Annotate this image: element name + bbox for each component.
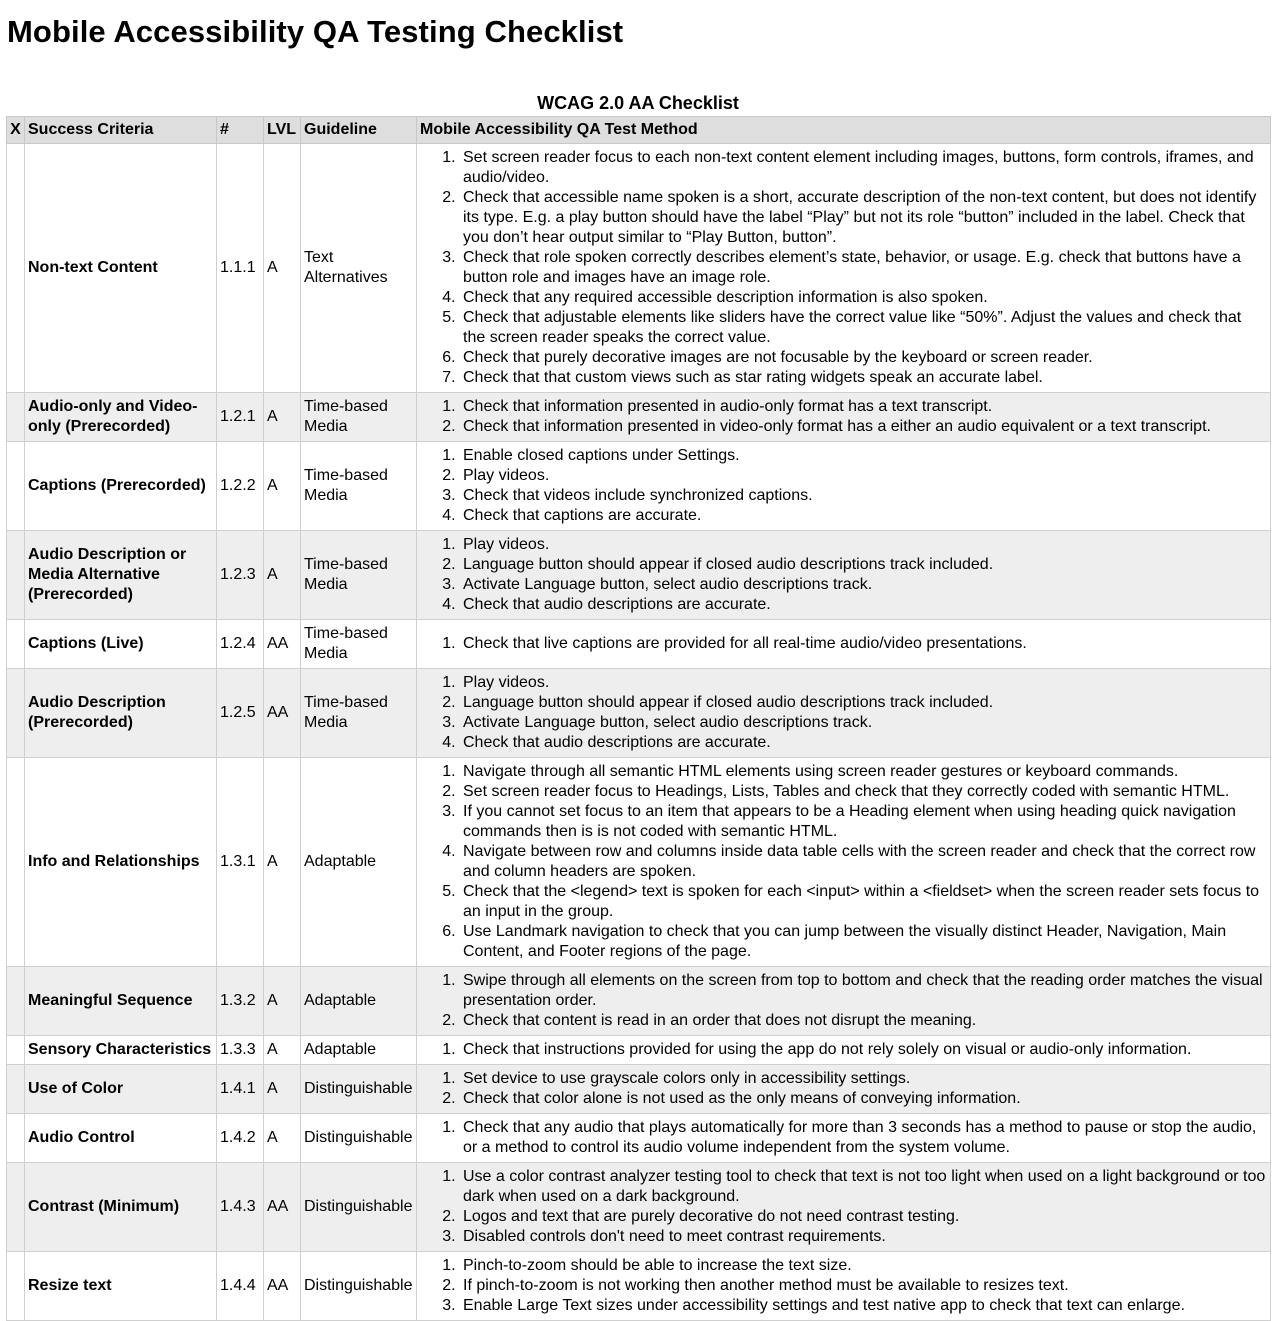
test-step: 2. If pinch-to-zoom is not working then another method must be available to resizes text. xyxy=(460,1276,1267,1296)
level-cell: A xyxy=(264,1114,301,1163)
test-step: 7. Check that that custom views such as star rating widgets speak an accurate label. xyxy=(460,368,1267,388)
table-caption: WCAG 2.0 AA Checklist xyxy=(537,93,739,113)
test-steps-list xyxy=(420,1167,1267,1247)
checkbox-cell[interactable] xyxy=(7,669,25,758)
test-method-cell xyxy=(417,1036,1271,1065)
test-step: 1. Check that any audio that plays automatically for more than 3 seconds has a method to pause or stop the audio, or a method to control its audio volume independent from the system volume. xyxy=(460,1118,1267,1158)
test-steps-list xyxy=(420,1069,1267,1109)
test-method-cell xyxy=(417,1163,1271,1252)
guideline-cell: Distinguishable xyxy=(301,1114,417,1163)
level-cell: A xyxy=(264,967,301,1036)
table-row xyxy=(7,393,1271,442)
test-step: 1. Play videos. xyxy=(460,535,1267,555)
table-row xyxy=(7,1065,1271,1114)
test-steps-list xyxy=(420,762,1267,962)
test-step: 6. Use Landmark navigation to check that you can jump between the visually distinct Header, Navigation, Main Content, and Footer regions of the page. xyxy=(460,922,1267,962)
success-criteria-cell: Audio Control xyxy=(25,1114,217,1163)
success-criteria-cell: Contrast (Minimum) xyxy=(25,1163,217,1252)
header-row xyxy=(7,117,1271,144)
criteria-number-cell: 1.2.2 xyxy=(217,442,264,531)
level-cell: A xyxy=(264,144,301,393)
test-method-cell xyxy=(417,1252,1271,1321)
test-method-cell xyxy=(417,967,1271,1036)
header-test-method: Mobile Accessibility QA Test Method xyxy=(417,117,1271,144)
guideline-cell: Distinguishable xyxy=(301,1065,417,1114)
criteria-number-cell: 1.2.1 xyxy=(217,393,264,442)
test-step: 3. If you cannot set focus to an item that appears to be a Heading element when using heading quick navigation commands then is is not coded with semantic HTML. xyxy=(460,802,1267,842)
test-steps-list xyxy=(420,535,1267,615)
test-method-cell xyxy=(417,531,1271,620)
table-row xyxy=(7,442,1271,531)
test-steps-list xyxy=(420,397,1267,437)
test-step: 2. Check that accessible name spoken is a short, accurate description of the non-text content, but does not identify its type. E.g. a play button should have the label “Play” but not its role “button” included in the label. Check that you don’t hear output similar to “Play Button, button”. xyxy=(460,188,1267,248)
table-row xyxy=(7,758,1271,967)
test-steps-list xyxy=(420,1256,1267,1316)
test-steps-list xyxy=(420,673,1267,753)
header-number: # xyxy=(217,117,264,144)
test-step: 2. Check that content is read in an order that does not disrupt the meaning. xyxy=(460,1011,1267,1031)
checkbox-cell[interactable] xyxy=(7,1163,25,1252)
test-steps-list xyxy=(420,1118,1267,1158)
guideline-cell: Distinguishable xyxy=(301,1163,417,1252)
table-row xyxy=(7,531,1271,620)
test-steps-list xyxy=(420,1040,1267,1060)
level-cell: AA xyxy=(264,1252,301,1321)
test-method-cell xyxy=(417,393,1271,442)
success-criteria-cell: Captions (Prerecorded) xyxy=(25,442,217,531)
test-step: 1. Check that instructions provided for using the app do not rely solely on visual or audio-only information. xyxy=(460,1040,1267,1060)
checkbox-cell[interactable] xyxy=(7,1252,25,1321)
guideline-cell: Adaptable xyxy=(301,1036,417,1065)
test-method-cell xyxy=(417,144,1271,393)
checkbox-cell[interactable] xyxy=(7,620,25,669)
level-cell: AA xyxy=(264,1163,301,1252)
level-cell: A xyxy=(264,531,301,620)
criteria-number-cell: 1.4.2 xyxy=(217,1114,264,1163)
test-steps-list xyxy=(420,148,1267,388)
test-method-cell xyxy=(417,1114,1271,1163)
criteria-number-cell: 1.2.3 xyxy=(217,531,264,620)
checkbox-cell[interactable] xyxy=(7,967,25,1036)
criteria-number-cell: 1.3.2 xyxy=(217,967,264,1036)
test-step: 5. Check that the <legend> text is spoken for each <input> within a <fieldset> when the screen reader sets focus to an input in the group. xyxy=(460,882,1267,922)
checkbox-cell[interactable] xyxy=(7,1036,25,1065)
guideline-cell: Distinguishable xyxy=(301,1252,417,1321)
guideline-cell: Time-based Media xyxy=(301,393,417,442)
test-step: 3. Enable Large Text sizes under accessibility settings and test native app to check that text can enlarge. xyxy=(460,1296,1267,1316)
guideline-cell: Adaptable xyxy=(301,967,417,1036)
success-criteria-cell: Audio Description (Prerecorded) xyxy=(25,669,217,758)
guideline-cell: Text Alternatives xyxy=(301,144,417,393)
test-steps-list xyxy=(420,634,1267,654)
test-step: 3. Activate Language button, select audio descriptions track. xyxy=(460,575,1267,595)
test-step: 2. Play videos. xyxy=(460,466,1267,486)
level-cell: AA xyxy=(264,620,301,669)
table-row xyxy=(7,1163,1271,1252)
criteria-number-cell: 1.2.4 xyxy=(217,620,264,669)
guideline-cell: Time-based Media xyxy=(301,620,417,669)
level-cell: A xyxy=(264,442,301,531)
checkbox-cell[interactable] xyxy=(7,393,25,442)
test-step: 3. Activate Language button, select audio descriptions track. xyxy=(460,713,1267,733)
test-method-cell xyxy=(417,442,1271,531)
checkbox-cell[interactable] xyxy=(7,144,25,393)
level-cell: A xyxy=(264,1036,301,1065)
table-row xyxy=(7,144,1271,393)
success-criteria-cell: Audio-only and Video-only (Prerecorded) xyxy=(25,393,217,442)
criteria-number-cell: 1.4.1 xyxy=(217,1065,264,1114)
test-step: 2. Logos and text that are purely decorative do not need contrast testing. xyxy=(460,1207,1267,1227)
table-row xyxy=(7,620,1271,669)
test-step: 5. Check that adjustable elements like sliders have the correct value like “50%”. Adjust the values and check that the screen reader speaks the correct value. xyxy=(460,308,1267,348)
success-criteria-cell: Meaningful Sequence xyxy=(25,967,217,1036)
level-cell: A xyxy=(264,1065,301,1114)
test-method-cell xyxy=(417,620,1271,669)
test-steps-list xyxy=(420,446,1267,526)
table-row xyxy=(7,669,1271,758)
test-step: 4. Check that captions are accurate. xyxy=(460,506,1267,526)
test-step: 3. Disabled controls don't need to meet contrast requirements. xyxy=(460,1227,1267,1247)
criteria-number-cell: 1.1.1 xyxy=(217,144,264,393)
checkbox-cell[interactable] xyxy=(7,1065,25,1114)
test-method-cell xyxy=(417,758,1271,967)
checkbox-cell[interactable] xyxy=(7,442,25,531)
checkbox-cell[interactable] xyxy=(7,1114,25,1163)
table-row xyxy=(7,1114,1271,1163)
test-step: 2. Set screen reader focus to Headings, Lists, Tables and check that they correctly coded with semantic HTML. xyxy=(460,782,1267,802)
guideline-cell: Adaptable xyxy=(301,758,417,967)
header-level: LVL xyxy=(264,117,301,144)
level-cell: A xyxy=(264,758,301,967)
test-step: 4. Check that audio descriptions are accurate. xyxy=(460,595,1267,615)
test-step: 1. Use a color contrast analyzer testing tool to check that text is not too light when used on a light background or too dark when used on a dark background. xyxy=(460,1167,1267,1207)
test-step: 1. Set screen reader focus to each non-text content element including images, buttons, form controls, iframes, and audio/video. xyxy=(460,148,1267,188)
test-step: 2. Language button should appear if closed audio descriptions track included. xyxy=(460,693,1267,713)
table-row xyxy=(7,967,1271,1036)
guideline-cell: Time-based Media xyxy=(301,669,417,758)
test-method-cell xyxy=(417,669,1271,758)
test-step: 4. Navigate between row and columns inside data table cells with the screen reader and check that the correct row and column headers are spoken. xyxy=(460,842,1267,882)
test-step: 1. Enable closed captions under Settings. xyxy=(460,446,1267,466)
criteria-number-cell: 1.4.3 xyxy=(217,1163,264,1252)
checklist-table xyxy=(6,116,1271,1321)
test-step: 1. Swipe through all elements on the screen from top to bottom and check that the reading order matches the visual presentation order. xyxy=(460,971,1267,1011)
page-title: Mobile Accessibility QA Testing Checklist xyxy=(7,14,624,49)
success-criteria-cell: Audio Description or Media Alternative (Prerecorded) xyxy=(25,531,217,620)
test-step: 4. Check that audio descriptions are accurate. xyxy=(460,733,1267,753)
success-criteria-cell: Info and Relationships xyxy=(25,758,217,967)
header-guideline: Guideline xyxy=(301,117,417,144)
level-cell: AA xyxy=(264,669,301,758)
criteria-number-cell: 1.4.4 xyxy=(217,1252,264,1321)
success-criteria-cell: Resize text xyxy=(25,1252,217,1321)
checkbox-cell[interactable] xyxy=(7,531,25,620)
test-step: 2. Check that information presented in video-only format has a either an audio equivalent or a text transcript. xyxy=(460,417,1267,437)
level-cell: A xyxy=(264,393,301,442)
test-steps-list xyxy=(420,971,1267,1031)
guideline-cell: Time-based Media xyxy=(301,442,417,531)
checklist-rows xyxy=(7,144,1271,1321)
table-row xyxy=(7,1036,1271,1065)
test-step: 2. Language button should appear if closed audio descriptions track included. xyxy=(460,555,1267,575)
test-step: 1. Play videos. xyxy=(460,673,1267,693)
test-step: 6. Check that purely decorative images are not focusable by the keyboard or screen reader. xyxy=(460,348,1267,368)
table-row xyxy=(7,1252,1271,1321)
test-step: 1. Check that information presented in audio-only format has a text transcript. xyxy=(460,397,1267,417)
criteria-number-cell: 1.3.3 xyxy=(217,1036,264,1065)
test-step: 1. Check that live captions are provided for all real-time audio/video presentations. xyxy=(460,634,1267,654)
test-step: 3. Check that videos include synchronized captions. xyxy=(460,486,1267,506)
test-step: 3. Check that role spoken correctly describes element’s state, behavior, or usage. E.g. check that buttons have a button role and images have an image role. xyxy=(460,248,1267,288)
success-criteria-cell: Sensory Characteristics xyxy=(25,1036,217,1065)
success-criteria-cell: Use of Color xyxy=(25,1065,217,1114)
header-x: X xyxy=(7,117,25,144)
success-criteria-cell: Non-text Content xyxy=(25,144,217,393)
test-step: 1. Pinch-to-zoom should be able to increase the text size. xyxy=(460,1256,1267,1276)
header-success-criteria: Success Criteria xyxy=(25,117,217,144)
success-criteria-cell: Captions (Live) xyxy=(25,620,217,669)
criteria-number-cell: 1.3.1 xyxy=(217,758,264,967)
test-step: 4. Check that any required accessible description information is also spoken. xyxy=(460,288,1267,308)
test-step: 1. Set device to use grayscale colors only in accessibility settings. xyxy=(460,1069,1267,1089)
test-step: 1. Navigate through all semantic HTML elements using screen reader gestures or keyboard commands. xyxy=(460,762,1267,782)
test-step: 2. Check that color alone is not used as the only means of conveying information. xyxy=(460,1089,1267,1109)
criteria-number-cell: 1.2.5 xyxy=(217,669,264,758)
guideline-cell: Time-based Media xyxy=(301,531,417,620)
checkbox-cell[interactable] xyxy=(7,758,25,967)
test-method-cell xyxy=(417,1065,1271,1114)
